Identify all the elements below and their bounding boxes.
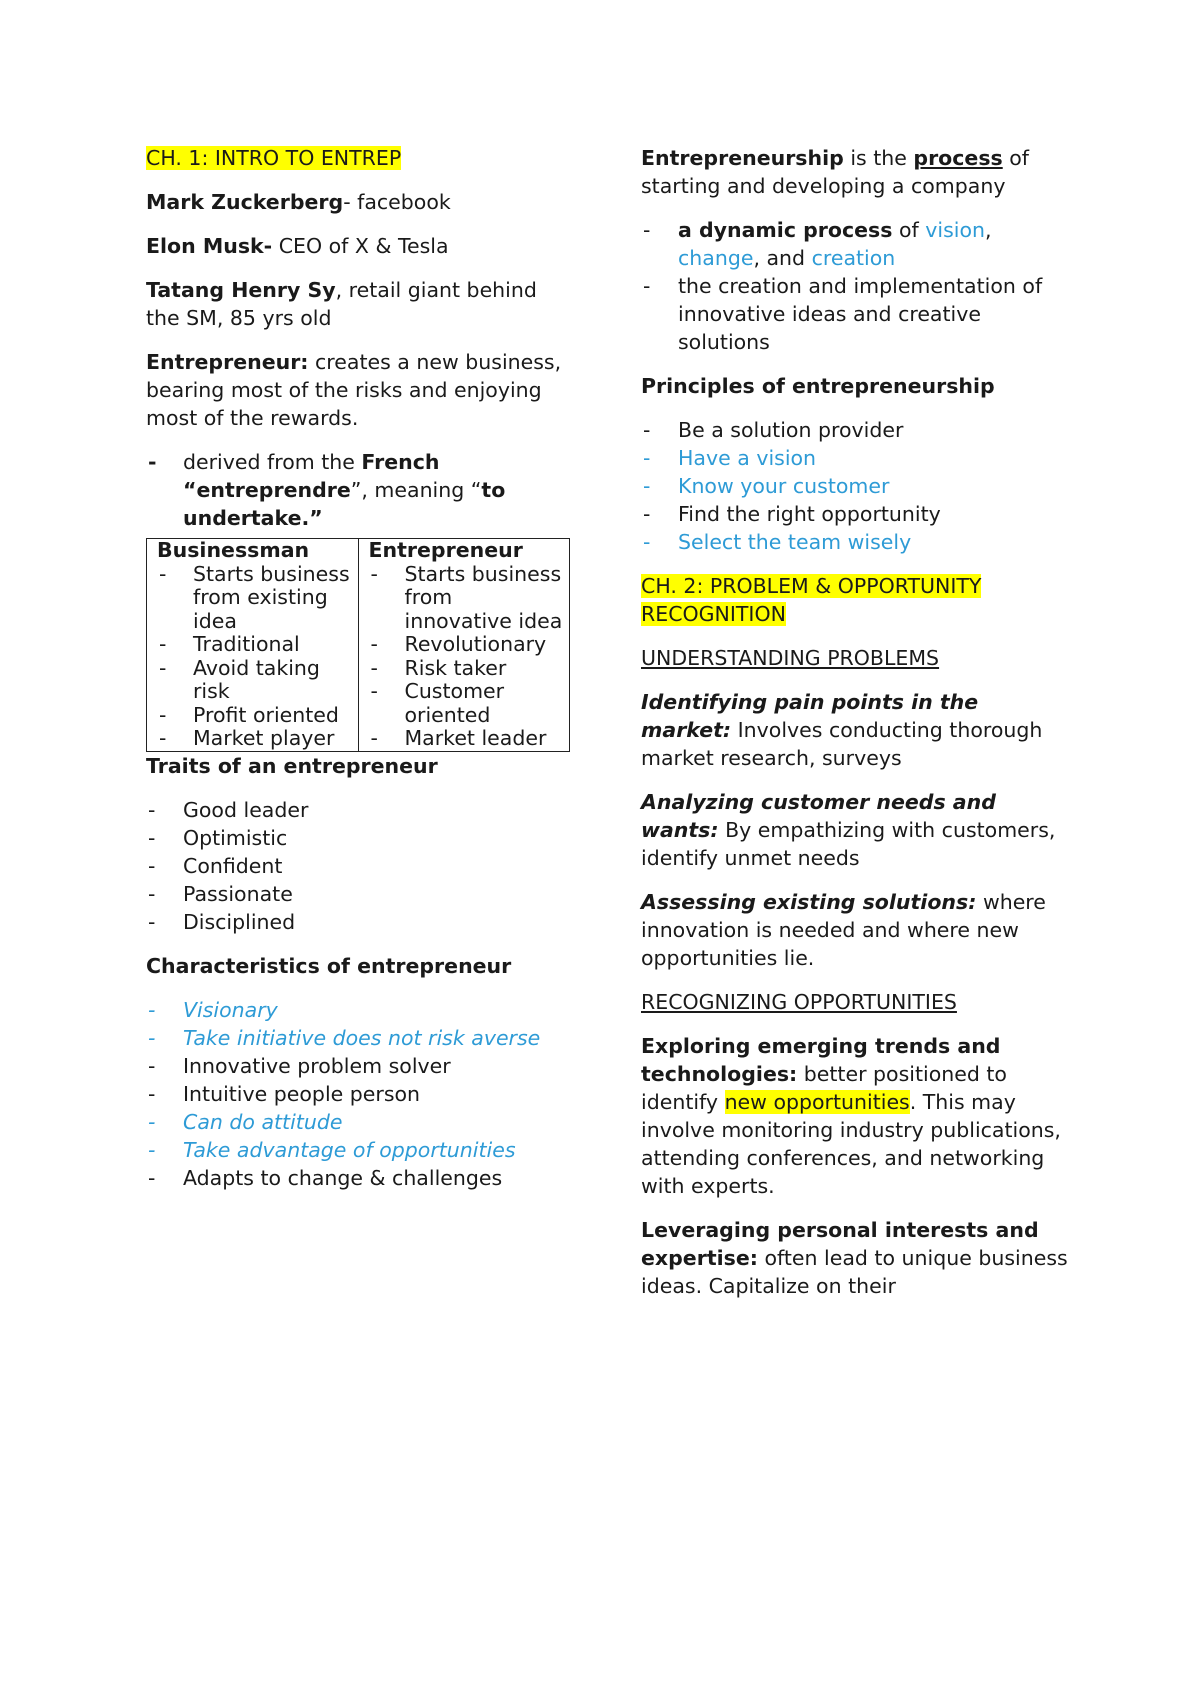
- list-item: - Passionate: [146, 880, 576, 908]
- list-item: - Market leader: [369, 727, 564, 751]
- list-item: - Customer oriented: [369, 680, 564, 727]
- person-zuckerberg: Mark Zuckerberg- facebook: [146, 190, 451, 214]
- derived-item: - derived from the French “entreprendre”, meaning “to undertake.”: [146, 448, 576, 532]
- recognizing-opportunities-heading: RECOGNIZING OPPORTUNITIES: [641, 990, 957, 1014]
- entrepreneur-list: [369, 563, 564, 751]
- understanding-problems-heading: UNDERSTANDING PROBLEMS: [641, 646, 940, 670]
- entrepreneur-column: [358, 539, 570, 752]
- list-item: - Select the team wisely: [641, 528, 1071, 556]
- list-item: - Have a vision: [641, 444, 1071, 472]
- list-item: - Starts business from existing idea: [157, 563, 352, 634]
- list-item: - Take advantage of opportunities: [146, 1136, 576, 1164]
- list-item: - Starts business from innovative idea: [369, 563, 564, 634]
- list-item: - Revolutionary: [369, 633, 564, 657]
- entrepreneurship-definition: Entrepreneurship is the process of starting and developing a company: [641, 146, 1029, 198]
- list-item: - Confident: [146, 852, 576, 880]
- person-sy: Tatang Henry Sy, retail giant behind the SM, 85 yrs old: [146, 278, 537, 330]
- characteristics-list: [146, 996, 576, 1192]
- right-column: [641, 144, 1071, 1316]
- principles-list: [641, 416, 1071, 556]
- list-item: - Risk taker: [369, 657, 564, 681]
- comparison-table: [146, 538, 570, 752]
- person-musk: Elon Musk- CEO of X & Tesla: [146, 234, 449, 258]
- list-item: - Find the right opportunity: [641, 500, 1071, 528]
- interests-paragraph: Leveraging personal interests and expertise: often lead to unique business ideas. Capitalize on their: [641, 1218, 1068, 1298]
- list-item: - Innovative problem solver: [146, 1052, 576, 1080]
- list-item: - Visionary: [146, 996, 576, 1024]
- customer-needs-paragraph: Analyzing customer needs and wants: By empathizing with customers, identify unmet needs: [641, 790, 1056, 870]
- businessman-column: [147, 539, 359, 752]
- list-item: - Know your customer: [641, 472, 1071, 500]
- trends-paragraph: Exploring emerging trends and technologies: better positioned to identify new opportunities. This may involve monitoring industry publications, attending conferences, and networking with experts.: [641, 1034, 1061, 1198]
- pain-points-paragraph: Identifying pain points in the market: Involves conducting thorough market research, surveys: [641, 690, 1043, 770]
- list-item: - Can do attitude: [146, 1108, 576, 1136]
- traits-heading: Traits of an entrepreneur: [146, 753, 438, 778]
- list-item: - Intuitive people person: [146, 1080, 576, 1108]
- chapter-1-title: CH. 1: INTRO TO ENTREP: [146, 146, 402, 170]
- list-item: - Avoid taking risk: [157, 657, 352, 704]
- entrepreneur-header: Entrepreneur: [368, 538, 523, 562]
- list-item: - Take initiative does not risk averse: [146, 1024, 576, 1052]
- list-item: - Be a solution provider: [641, 416, 1071, 444]
- traits-list: [146, 796, 576, 936]
- list-item: - Optimistic: [146, 824, 576, 852]
- derived-list: [146, 448, 576, 532]
- list-item: - Market player: [157, 727, 352, 751]
- list-item: - a dynamic process of vision, change, and creation: [641, 216, 1071, 272]
- businessman-header: Businessman: [157, 538, 310, 562]
- table-row: [147, 539, 570, 752]
- list-item: - Good leader: [146, 796, 576, 824]
- existing-solutions-paragraph: Assessing existing solutions: where innovation is needed and where new opportunities lie.: [641, 890, 1046, 970]
- list-item: - Profit oriented: [157, 704, 352, 728]
- list-item: - the creation and implementation of innovative ideas and creative solutions: [641, 272, 1071, 356]
- businessman-list: [157, 563, 352, 751]
- left-column: [146, 144, 576, 1208]
- characteristics-heading: Characteristics of entrepreneur: [146, 953, 512, 978]
- list-item: - Traditional: [157, 633, 352, 657]
- list-item: - Disciplined: [146, 908, 576, 936]
- process-list: [641, 216, 1071, 356]
- principles-heading: Principles of entrepreneurship: [641, 374, 995, 398]
- entrepreneur-definition: Entrepreneur: creates a new business, bearing most of the risks and enjoying most of the rewards.: [146, 350, 562, 430]
- chapter-2-title: CH. 2: PROBLEM & OPPORTUNITY RECOGNITION: [641, 574, 982, 626]
- list-item: - Adapts to change & challenges: [146, 1164, 576, 1192]
